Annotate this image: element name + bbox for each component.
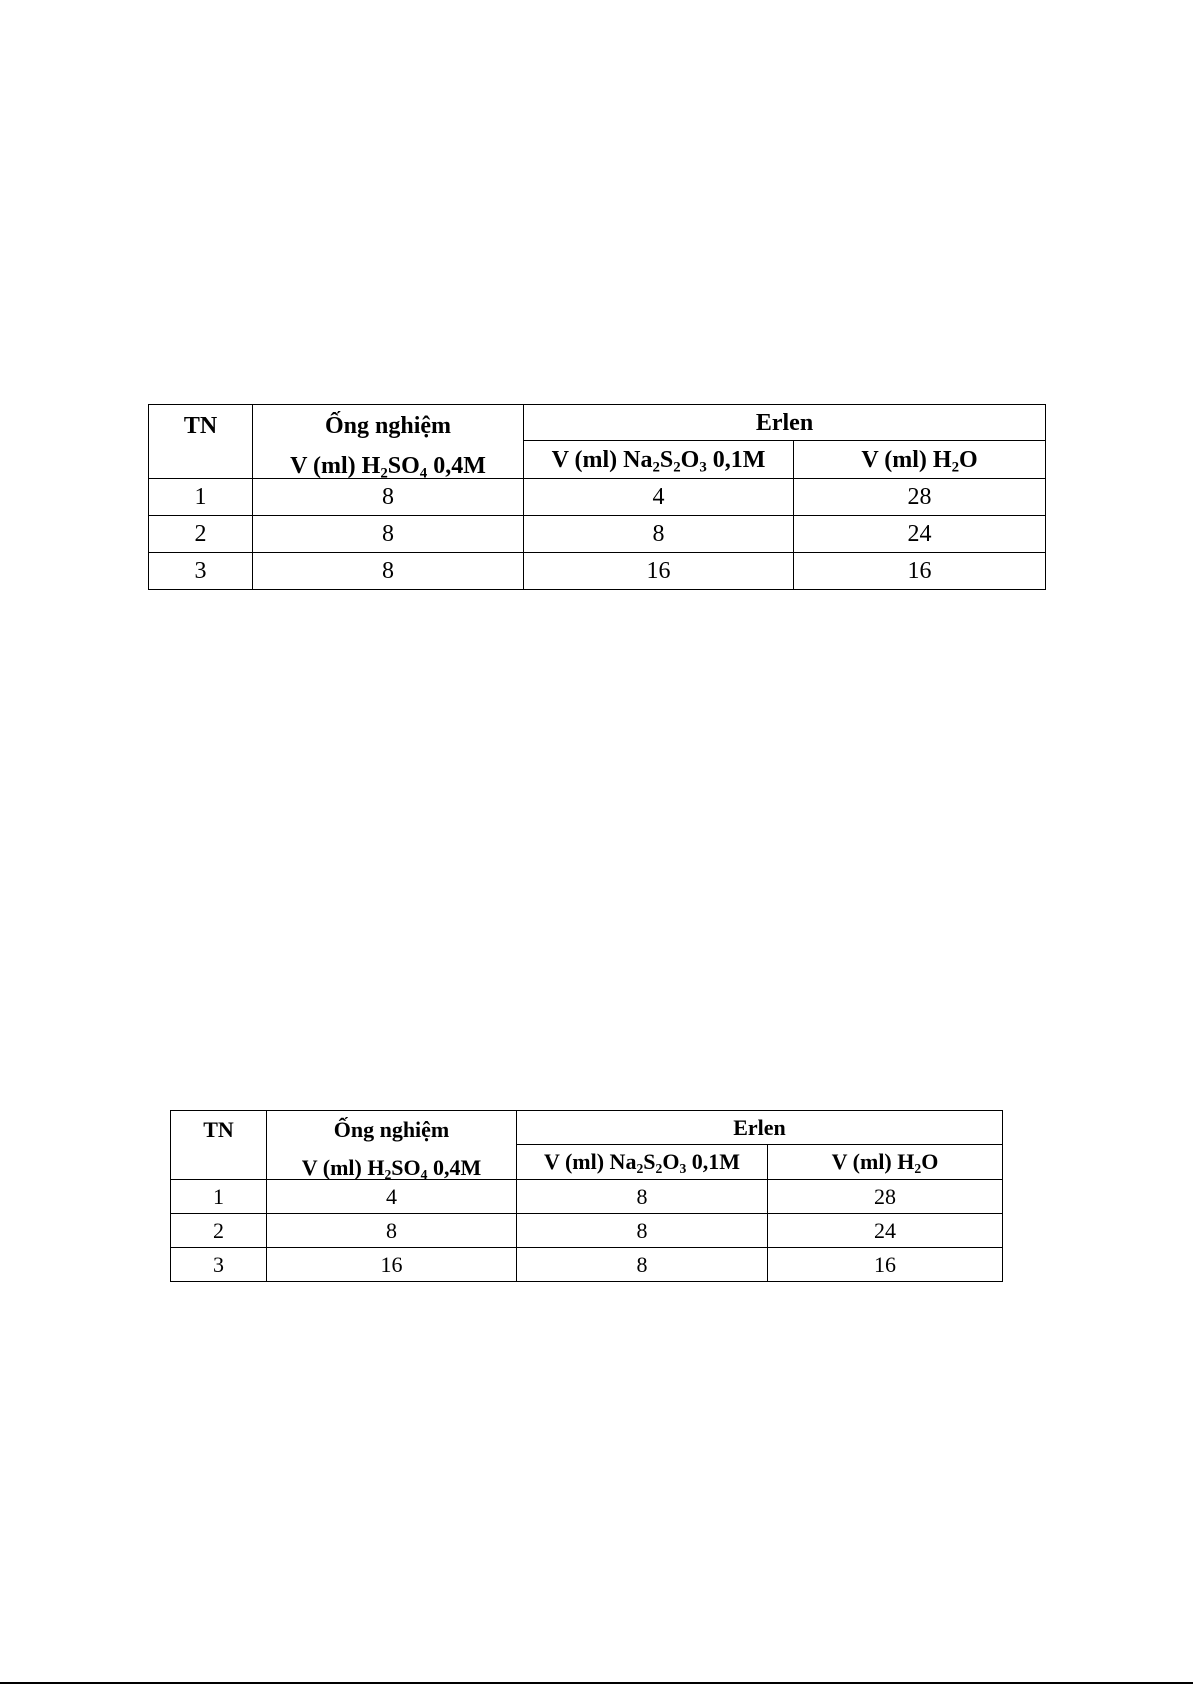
- header-h2so4-volume: V (ml) $H_2SO_4$ 0,4M: [290, 453, 486, 482]
- cell-tn: 2: [149, 516, 253, 553]
- cell-tn: 2: [171, 1214, 267, 1248]
- cell-h2so4: 16: [267, 1248, 517, 1282]
- cell-h2so4: 8: [253, 479, 524, 516]
- cell-na2s2o3: 8: [517, 1180, 768, 1214]
- header-erlen: [524, 405, 1046, 441]
- header-ong-nghiem: [253, 405, 524, 482]
- header-na2s2o3-volume: V (ml) $Na_2S_2O_3$ 0,1M: [524, 441, 794, 479]
- header-ong-nghiem: [267, 1111, 517, 1183]
- cell-tn: 3: [149, 553, 253, 590]
- cell-tn: 1: [149, 479, 253, 516]
- table-row: [149, 553, 1046, 590]
- header-erlen-label: Erlen: [755, 409, 814, 436]
- cell-h2so4: 8: [253, 553, 524, 590]
- cell-na2s2o3: 8: [517, 1214, 768, 1248]
- page-bottom-rule: [0, 1682, 1193, 1684]
- cell-h2o: 16: [794, 553, 1046, 590]
- table-row: [149, 516, 1046, 553]
- cell-h2o: 16: [768, 1248, 1003, 1282]
- cell-na2s2o3: 16: [524, 553, 794, 590]
- experiment-table-1: [148, 404, 1046, 590]
- table-row: [171, 1180, 1003, 1214]
- header-h2o-volume: V (ml) $H_2O$: [794, 441, 1046, 479]
- cell-h2o: 28: [794, 479, 1046, 516]
- header-erlen: [517, 1111, 1003, 1145]
- cell-na2s2o3: 8: [517, 1248, 768, 1282]
- cell-h2so4: 8: [267, 1214, 517, 1248]
- table-row: [171, 1214, 1003, 1248]
- cell-h2o: 24: [794, 516, 1046, 553]
- header-ong-nghiem-label: Ống nghiệm: [333, 1117, 450, 1142]
- cell-na2s2o3: 8: [524, 516, 794, 553]
- header-ong-nghiem-label: Ống nghiệm: [324, 413, 452, 439]
- header-tn: [171, 1111, 267, 1180]
- experiment-table-2: [170, 1110, 1003, 1282]
- table-row: [171, 1248, 1003, 1282]
- header-tn-label: TN: [183, 413, 218, 439]
- header-tn: [149, 405, 253, 479]
- cell-h2so4: 4: [267, 1180, 517, 1214]
- header-h2o-volume: V (ml) $H_2O$: [768, 1145, 1003, 1180]
- cell-na2s2o3: 4: [524, 479, 794, 516]
- cell-tn: 1: [171, 1180, 267, 1214]
- header-h2so4-volume: V (ml) $H_2SO_4$ 0,4M: [301, 1155, 482, 1183]
- cell-h2so4: 8: [253, 516, 524, 553]
- header-tn-label: TN: [203, 1117, 234, 1142]
- cell-h2o: 28: [768, 1180, 1003, 1214]
- header-na2s2o3-volume: V (ml) $Na_2S_2O_3$ 0,1M: [517, 1145, 768, 1180]
- header-erlen-label: Erlen: [733, 1114, 786, 1140]
- table-row: [149, 479, 1046, 516]
- cell-h2o: 24: [768, 1214, 1003, 1248]
- cell-tn: 3: [171, 1248, 267, 1282]
